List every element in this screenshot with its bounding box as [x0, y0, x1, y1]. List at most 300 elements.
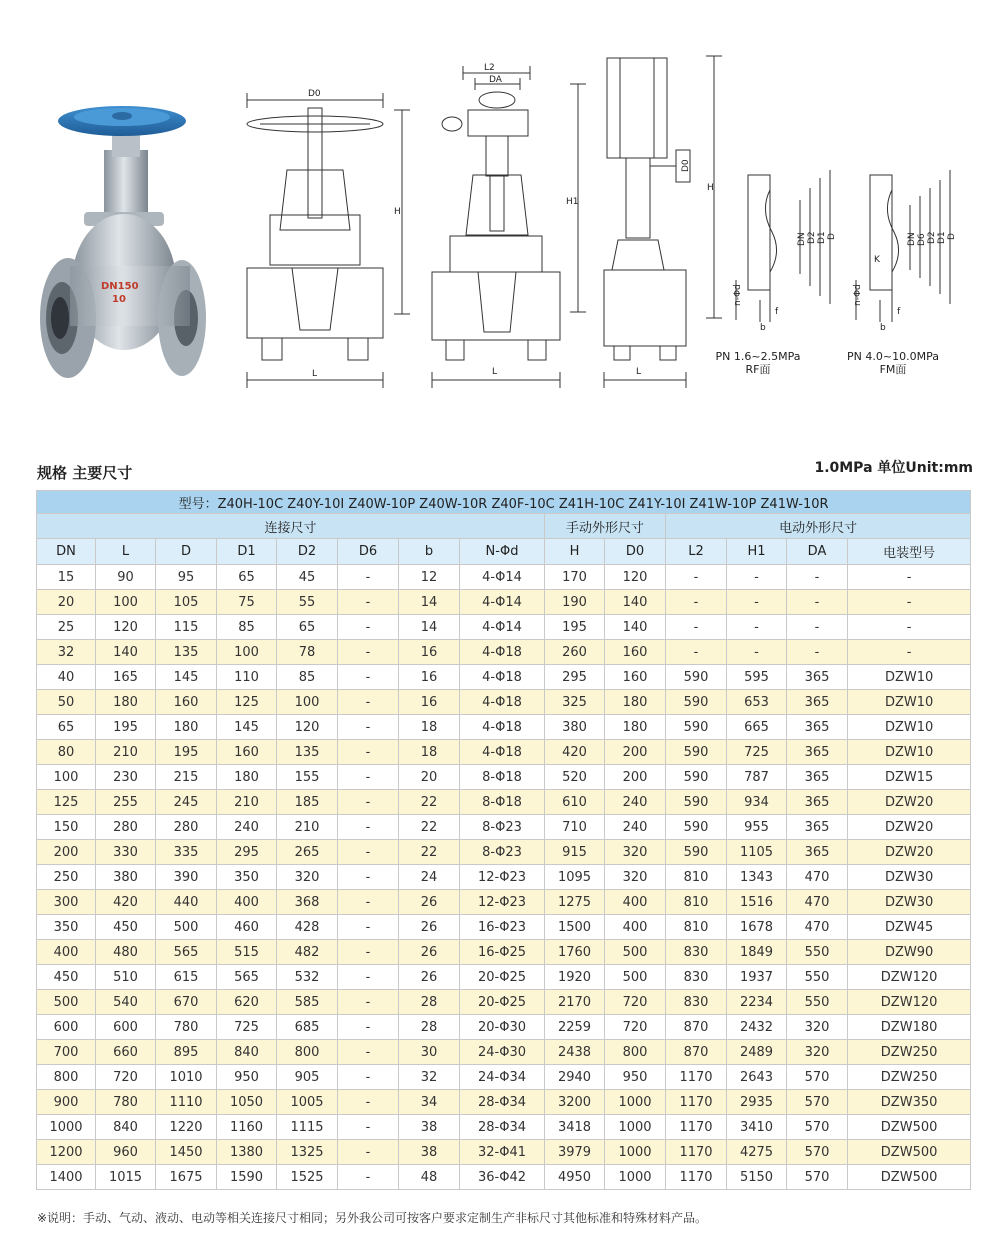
table-cell: 120 — [277, 715, 338, 740]
table-cell: 16-Φ25 — [460, 940, 545, 965]
table-cell: 24 — [399, 865, 460, 890]
table-cell: 85 — [217, 615, 277, 640]
column-header: H1 — [727, 539, 787, 565]
table-cell: 260 — [545, 640, 605, 665]
table-cell: 320 — [605, 865, 666, 890]
table-cell: 120 — [605, 565, 666, 590]
table-cell: 8-Φ23 — [460, 815, 545, 840]
table-cell: 1170 — [666, 1165, 727, 1190]
table-row — [37, 715, 971, 740]
table-cell: DZW15 — [848, 765, 971, 790]
table-cell: 34 — [399, 1090, 460, 1115]
label-l-pneumatic: L — [636, 367, 642, 377]
table-cell: 210 — [217, 790, 277, 815]
table-cell: 1849 — [727, 940, 787, 965]
table-cell: DZW20 — [848, 815, 971, 840]
table-cell: 4-Φ14 — [460, 615, 545, 640]
table-cell: 420 — [96, 890, 156, 915]
table-cell: 950 — [605, 1065, 666, 1090]
table-cell: 22 — [399, 815, 460, 840]
table-cell: DZW20 — [848, 790, 971, 815]
table-cell: - — [787, 615, 848, 640]
table-cell: 200 — [605, 765, 666, 790]
table-cell: 590 — [666, 815, 727, 840]
table-cell: 615 — [156, 965, 217, 990]
flange-rf-line1: PN 1.6~2.5MPa — [715, 350, 801, 363]
table-cell: 195 — [156, 740, 217, 765]
table-row — [37, 965, 971, 990]
table-cell: 140 — [605, 615, 666, 640]
table-cell: DZW500 — [848, 1115, 971, 1140]
table-row — [37, 1090, 971, 1115]
table-row — [37, 1140, 971, 1165]
table-cell: 38 — [399, 1140, 460, 1165]
table-cell: 960 — [96, 1140, 156, 1165]
table-cell: 100 — [37, 765, 96, 790]
table-cell: DZW10 — [848, 740, 971, 765]
column-header: D6 — [338, 539, 399, 565]
table-row — [37, 615, 971, 640]
table-cell: - — [338, 1090, 399, 1115]
table-row — [37, 1115, 971, 1140]
table-cell: 40 — [37, 665, 96, 690]
group-connection: 连接尺寸 — [37, 514, 545, 539]
table-cell: 26 — [399, 890, 460, 915]
table-cell: 145 — [217, 715, 277, 740]
table-cell: DZW350 — [848, 1090, 971, 1115]
table-cell: 660 — [96, 1040, 156, 1065]
table-cell: 26 — [399, 965, 460, 990]
table-cell: DZW90 — [848, 940, 971, 965]
table-cell: 22 — [399, 840, 460, 865]
table-cell: 335 — [156, 840, 217, 865]
flange-fm-line2: FM面 — [879, 363, 907, 376]
table-cell: 26 — [399, 915, 460, 940]
table-cell: 800 — [37, 1065, 96, 1090]
table-cell: 550 — [787, 990, 848, 1015]
table-cell: 550 — [787, 965, 848, 990]
table-cell: - — [338, 940, 399, 965]
table-cell: 450 — [37, 965, 96, 990]
label-d-rf: D — [827, 233, 837, 240]
table-cell: 365 — [787, 790, 848, 815]
table-cell: 4-Φ18 — [460, 640, 545, 665]
table-cell: - — [666, 615, 727, 640]
table-cell: 295 — [217, 840, 277, 865]
label-d2-rf: D2 — [807, 231, 817, 244]
label-d0-pneumatic: D0 — [681, 159, 691, 172]
label-d1-fm: D1 — [937, 231, 947, 244]
table-cell: 190 — [545, 590, 605, 615]
table-row — [37, 590, 971, 615]
table-cell: 195 — [545, 615, 605, 640]
table-cell: 1525 — [277, 1165, 338, 1190]
label-b-fm: b — [880, 323, 886, 333]
photo-tag-line1: DN150 — [101, 281, 139, 292]
table-cell: 280 — [96, 815, 156, 840]
table-cell: 350 — [37, 915, 96, 940]
column-header: b — [399, 539, 460, 565]
table-cell: 1220 — [156, 1115, 217, 1140]
table-cell: 3418 — [545, 1115, 605, 1140]
table-cell: 165 — [96, 665, 156, 690]
table-cell: 1000 — [37, 1115, 96, 1140]
table-cell: DZW10 — [848, 665, 971, 690]
table-cell: - — [338, 1140, 399, 1165]
figures-area — [0, 0, 1000, 400]
label-d1-rf: D1 — [817, 231, 827, 244]
table-cell: DZW500 — [848, 1165, 971, 1190]
section-title: 规格 主要尺寸 — [37, 464, 133, 482]
table-row — [37, 940, 971, 965]
label-dn-rf: DN — [797, 232, 807, 246]
table-cell: 590 — [666, 665, 727, 690]
table-cell: 12-Φ23 — [460, 890, 545, 915]
table-cell: DZW500 — [848, 1140, 971, 1165]
table-cell: 440 — [156, 890, 217, 915]
table-cell: 100 — [96, 590, 156, 615]
table-cell: 180 — [217, 765, 277, 790]
label-b-rf: b — [760, 323, 766, 333]
table-cell: 110 — [217, 665, 277, 690]
table-cell: 75 — [217, 590, 277, 615]
table-cell: 915 — [545, 840, 605, 865]
table-cell: 78 — [277, 640, 338, 665]
table-cell: 265 — [277, 840, 338, 865]
table-cell: 1380 — [217, 1140, 277, 1165]
table-cell: 125 — [37, 790, 96, 815]
table-cell: 515 — [217, 940, 277, 965]
table-cell: 32-Φ41 — [460, 1140, 545, 1165]
table-row — [37, 765, 971, 790]
table-cell: 934 — [727, 790, 787, 815]
table-cell: 22 — [399, 790, 460, 815]
table-cell: 540 — [96, 990, 156, 1015]
table-cell: 590 — [666, 765, 727, 790]
table-cell: 1110 — [156, 1090, 217, 1115]
table-cell: 120 — [96, 615, 156, 640]
table-cell: 1170 — [666, 1140, 727, 1165]
table-cell: 210 — [277, 815, 338, 840]
table-cell: 830 — [666, 990, 727, 1015]
table-cell: 320 — [277, 865, 338, 890]
table-cell: - — [666, 640, 727, 665]
table-cell: 4-Φ18 — [460, 690, 545, 715]
table-cell: - — [338, 765, 399, 790]
label-nphid-rf: n-Φd — [733, 284, 743, 306]
table-cell: 665 — [727, 715, 787, 740]
table-cell: 15 — [37, 565, 96, 590]
table-cell: DZW250 — [848, 1040, 971, 1065]
table-cell: DZW20 — [848, 840, 971, 865]
table-cell: 24-Φ30 — [460, 1040, 545, 1065]
table-cell: 510 — [96, 965, 156, 990]
table-cell: 16 — [399, 665, 460, 690]
table-cell: 280 — [156, 815, 217, 840]
table-cell: 1000 — [605, 1115, 666, 1140]
table-cell: 570 — [787, 1115, 848, 1140]
drawing-electric — [432, 66, 586, 388]
table-cell: 4-Φ18 — [460, 665, 545, 690]
table-cell: 90 — [96, 565, 156, 590]
label-h: H — [394, 207, 401, 217]
table-cell: - — [338, 1165, 399, 1190]
table-cell: 48 — [399, 1165, 460, 1190]
column-header: D0 — [605, 539, 666, 565]
table-cell: 955 — [727, 815, 787, 840]
table-cell: 1160 — [217, 1115, 277, 1140]
table-cell: 155 — [277, 765, 338, 790]
table-cell: 200 — [605, 740, 666, 765]
table-cell: 65 — [277, 615, 338, 640]
table-cell: 2940 — [545, 1065, 605, 1090]
table-cell: 2438 — [545, 1040, 605, 1065]
table-cell: 2234 — [727, 990, 787, 1015]
table-cell: 4-Φ18 — [460, 740, 545, 765]
table-cell: 320 — [787, 1040, 848, 1065]
photo-tag-line2: 10 — [112, 294, 126, 305]
table-cell: 135 — [277, 740, 338, 765]
table-cell: - — [338, 690, 399, 715]
table-cell: 5150 — [727, 1165, 787, 1190]
table-cell: 1937 — [727, 965, 787, 990]
table-cell: 720 — [605, 990, 666, 1015]
table-cell: 2259 — [545, 1015, 605, 1040]
table-cell: 670 — [156, 990, 217, 1015]
table-cell: 210 — [96, 740, 156, 765]
table-cell: 1450 — [156, 1140, 217, 1165]
table-cell: 840 — [96, 1115, 156, 1140]
label-nphid-fm: n-Φd — [853, 284, 863, 306]
table-cell: 420 — [545, 740, 605, 765]
table-cell: 325 — [545, 690, 605, 715]
table-cell: 180 — [96, 690, 156, 715]
table-cell: 1678 — [727, 915, 787, 940]
table-cell: 180 — [605, 715, 666, 740]
column-header: 电装型号 — [848, 539, 971, 565]
table-cell: 1200 — [37, 1140, 96, 1165]
table-cell: 1115 — [277, 1115, 338, 1140]
table-cell: - — [338, 615, 399, 640]
table-cell: 570 — [787, 1165, 848, 1190]
table-cell: 4275 — [727, 1140, 787, 1165]
table-cell: 32 — [37, 640, 96, 665]
table-row — [37, 915, 971, 940]
table-cell: 65 — [217, 565, 277, 590]
label-h1: H1 — [566, 197, 579, 207]
table-cell: 140 — [96, 640, 156, 665]
column-header: DN — [37, 539, 96, 565]
drawing-pneumatic — [604, 56, 722, 388]
table-cell: 12-Φ23 — [460, 865, 545, 890]
table-cell: 8-Φ23 — [460, 840, 545, 865]
table-cell: - — [338, 665, 399, 690]
table-cell: 28-Φ34 — [460, 1090, 545, 1115]
label-d2-fm: D2 — [927, 231, 937, 244]
table-row — [37, 1165, 971, 1190]
label-l-electric: L — [492, 367, 498, 377]
table-cell: 400 — [37, 940, 96, 965]
table-cell: - — [338, 965, 399, 990]
table-cell: 500 — [605, 965, 666, 990]
table-cell: 800 — [605, 1040, 666, 1065]
table-cell: 1675 — [156, 1165, 217, 1190]
table-row — [37, 740, 971, 765]
table-cell: - — [338, 990, 399, 1015]
table-cell: 365 — [787, 690, 848, 715]
table-cell: 1400 — [37, 1165, 96, 1190]
table-cell: 1000 — [605, 1165, 666, 1190]
table-cell: 1325 — [277, 1140, 338, 1165]
table-row — [37, 690, 971, 715]
table-cell: - — [787, 565, 848, 590]
label-da: DA — [489, 75, 502, 85]
table-cell: 500 — [156, 915, 217, 940]
table-cell: 8-Φ18 — [460, 790, 545, 815]
table-cell: 32 — [399, 1065, 460, 1090]
table-cell: 55 — [277, 590, 338, 615]
table-cell: 2170 — [545, 990, 605, 1015]
table-cell: 390 — [156, 865, 217, 890]
table-cell: 720 — [605, 1015, 666, 1040]
table-cell: 2643 — [727, 1065, 787, 1090]
column-header: DA — [787, 539, 848, 565]
table-cell: 590 — [666, 715, 727, 740]
table-cell: 28 — [399, 990, 460, 1015]
table-cell: 800 — [277, 1040, 338, 1065]
table-cell: 585 — [277, 990, 338, 1015]
table-cell: 255 — [96, 790, 156, 815]
flange-rf-drawing — [736, 170, 830, 322]
table-cell: 520 — [545, 765, 605, 790]
column-header: D — [156, 539, 217, 565]
table-cell: - — [848, 615, 971, 640]
table-cell: 25 — [37, 615, 96, 640]
pressure-unit: 1.0MPa 单位Unit:mm — [814, 460, 973, 476]
table-cell: 950 — [217, 1065, 277, 1090]
table-body — [37, 565, 971, 1190]
table-cell: 135 — [156, 640, 217, 665]
table-cell: 215 — [156, 765, 217, 790]
table-cell: 365 — [787, 840, 848, 865]
valve-photo — [40, 106, 206, 378]
table-cell: 295 — [545, 665, 605, 690]
table-cell: 1000 — [605, 1140, 666, 1165]
table-cell: 330 — [96, 840, 156, 865]
label-l-manual: L — [312, 369, 318, 379]
table-cell: 160 — [217, 740, 277, 765]
table-cell: - — [338, 740, 399, 765]
table-cell: 1010 — [156, 1065, 217, 1090]
table-cell: 700 — [37, 1040, 96, 1065]
table-row — [37, 1040, 971, 1065]
table-cell: 780 — [156, 1015, 217, 1040]
table-cell: 1516 — [727, 890, 787, 915]
table-cell: - — [727, 565, 787, 590]
table-cell: 38 — [399, 1115, 460, 1140]
table-cell: 20 — [37, 590, 96, 615]
table-cell: 3200 — [545, 1090, 605, 1115]
table-row — [37, 565, 971, 590]
table-cell: 365 — [787, 665, 848, 690]
table-cell: 180 — [156, 715, 217, 740]
table-cell: 250 — [37, 865, 96, 890]
table-cell: 16 — [399, 640, 460, 665]
table-cell: - — [338, 865, 399, 890]
table-cell: DZW10 — [848, 690, 971, 715]
table-row — [37, 640, 971, 665]
table-cell: 870 — [666, 1015, 727, 1040]
table-cell: 830 — [666, 965, 727, 990]
table-cell: 36-Φ42 — [460, 1165, 545, 1190]
table-cell: 14 — [399, 590, 460, 615]
table-cell: 570 — [787, 1065, 848, 1090]
table-cell: 3979 — [545, 1140, 605, 1165]
valve-drawings — [0, 0, 1000, 400]
table-cell: 368 — [277, 890, 338, 915]
table-cell: 720 — [96, 1065, 156, 1090]
column-header: N-Φd — [460, 539, 545, 565]
table-cell: - — [338, 790, 399, 815]
table-cell: 710 — [545, 815, 605, 840]
column-header: D1 — [217, 539, 277, 565]
table-cell: DZW45 — [848, 915, 971, 940]
table-cell: DZW10 — [848, 715, 971, 740]
label-dn-fm: DN — [907, 232, 917, 246]
table-cell: 810 — [666, 915, 727, 940]
table-cell: 365 — [787, 815, 848, 840]
table-cell: - — [338, 1115, 399, 1140]
table-cell: 725 — [217, 1015, 277, 1040]
table-cell: - — [338, 715, 399, 740]
table-cell: 500 — [37, 990, 96, 1015]
table-cell: 30 — [399, 1040, 460, 1065]
table-cell: - — [848, 565, 971, 590]
table-cell: 240 — [217, 815, 277, 840]
label-f-rf: f — [775, 307, 779, 317]
table-cell: 105 — [156, 590, 217, 615]
table-row — [37, 840, 971, 865]
table-cell: - — [338, 1065, 399, 1090]
table-cell: 1170 — [666, 1090, 727, 1115]
flange-rf-line2: RF面 — [745, 363, 771, 376]
table-cell: 428 — [277, 915, 338, 940]
table-cell: 565 — [217, 965, 277, 990]
table-cell: 320 — [787, 1015, 848, 1040]
table-cell: - — [338, 565, 399, 590]
table-cell: 240 — [605, 815, 666, 840]
table-cell: 787 — [727, 765, 787, 790]
table-cell: 500 — [605, 940, 666, 965]
table-cell: 14 — [399, 615, 460, 640]
table-cell: 460 — [217, 915, 277, 940]
table-cell: 3410 — [727, 1115, 787, 1140]
table-cell: 365 — [787, 715, 848, 740]
table-cell: 600 — [37, 1015, 96, 1040]
table-cell: 482 — [277, 940, 338, 965]
table-cell: 470 — [787, 915, 848, 940]
group-electric: 电动外形尺寸 — [666, 514, 971, 539]
table-cell: - — [338, 890, 399, 915]
table-cell: - — [787, 640, 848, 665]
table-cell: 195 — [96, 715, 156, 740]
table-cell: 895 — [156, 1040, 217, 1065]
table-cell: 400 — [605, 890, 666, 915]
table-cell: - — [338, 815, 399, 840]
table-cell: 380 — [545, 715, 605, 740]
table-cell: 320 — [605, 840, 666, 865]
table-cell: - — [727, 615, 787, 640]
